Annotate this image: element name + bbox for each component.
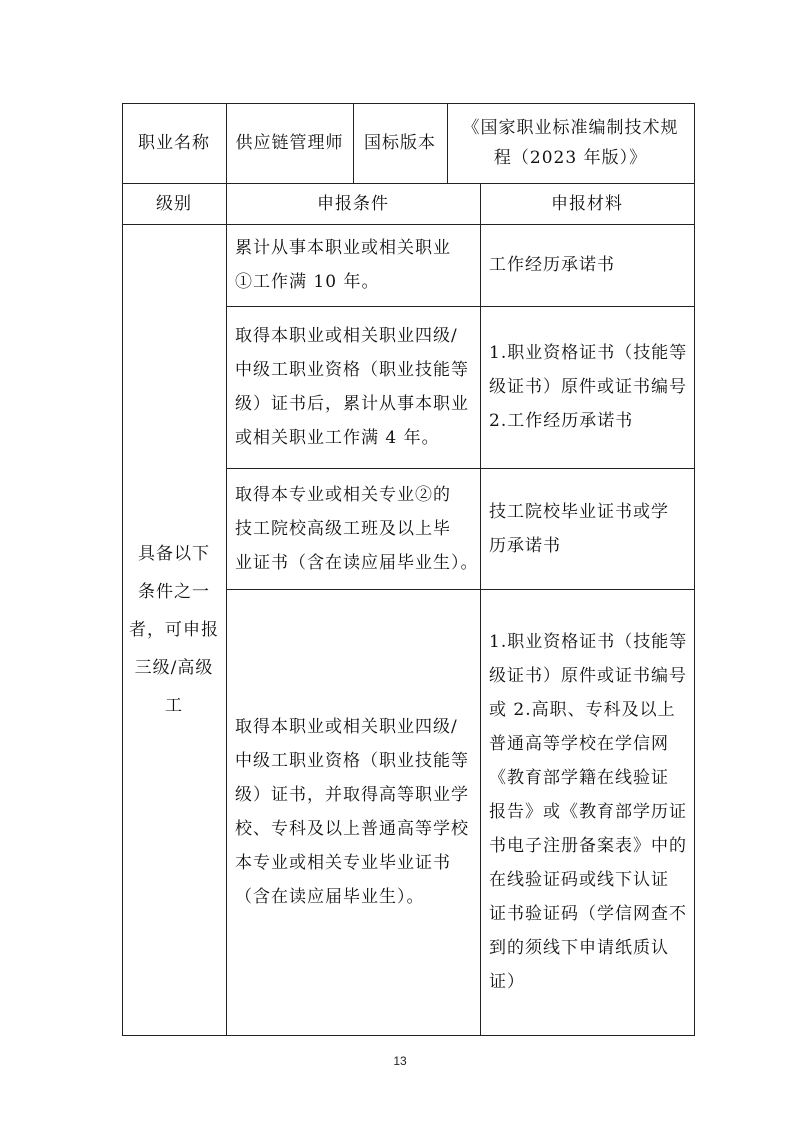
condition-line: ①工作满 10 年。: [235, 272, 380, 292]
material-line: 书电子注册备案表》中的: [489, 836, 687, 856]
column-header-conditions: 申报条件: [317, 193, 389, 214]
condition-line: 取得本专业或相关专业②的: [235, 484, 451, 505]
condition-line: 本专业或相关专业毕业证书: [235, 853, 451, 873]
material-line: 2.工作经历承诺书: [489, 411, 634, 431]
material-line: 1.职业资格证书（技能等: [489, 343, 688, 363]
condition-cell: [226, 224, 480, 306]
version-value-line: 《国家职业标准编制技术规: [462, 118, 679, 138]
material-line: 证）: [489, 972, 525, 992]
material-line: 证书验证码（学信网查不: [489, 904, 687, 924]
condition-line: 累计从事本职业或相关职业: [235, 238, 451, 258]
requirements-table: [122, 103, 694, 1035]
material-line: 在线验证码或线下认证: [489, 870, 669, 890]
occupation-value: 供应链管理师: [235, 133, 344, 153]
level-line: 条件之一: [138, 581, 210, 602]
material-line: 历承诺书: [489, 535, 561, 556]
condition-line: 技工院校高级工班及以上毕: [235, 518, 451, 539]
condition-line: （含在读应届毕业生）。: [235, 887, 425, 907]
condition-line: 业证书（含在读应届毕业生）。: [235, 552, 479, 573]
page-number: 13: [393, 1054, 407, 1068]
condition-line: 级）证书后，累计从事本职业: [235, 394, 469, 414]
level-line: 三级/高级: [134, 657, 214, 678]
version-value-line: 程（2023 年版）》: [493, 148, 648, 168]
material-line: 到的须线下申请纸质认: [489, 938, 669, 958]
material-line: 《教育部学籍在线验证: [489, 768, 669, 788]
level-line: 者，可申报: [129, 619, 219, 640]
level-line: 工: [165, 695, 183, 716]
material-line: 或 2.高职、专科及以上: [489, 700, 676, 720]
condition-line: 中级工职业资格（职业技能等: [235, 360, 469, 380]
condition-line: 中级工职业资格（职业技能等: [235, 751, 469, 771]
occupation-label-cell: [122, 103, 226, 183]
material-line: 报告》或《教育部学历证: [489, 802, 687, 822]
column-header-materials: 申报材料: [551, 193, 623, 214]
material-cell: [480, 589, 694, 1035]
condition-line: 级）证书，并取得高等职业学: [235, 785, 469, 805]
condition-cell: [226, 468, 480, 589]
version-value-cell: [447, 103, 694, 183]
material-cell: [480, 224, 694, 306]
version-label-cell: [353, 103, 447, 183]
condition-cell: [226, 306, 480, 468]
material-line: 级证书）原件或证书编号: [489, 666, 687, 686]
condition-cell: [226, 589, 480, 1035]
material-line: 工作经历承诺书: [489, 255, 615, 275]
condition-line: 或相关职业工作满 4 年。: [235, 428, 440, 448]
condition-line: 校、专科及以上普通高等学校: [235, 819, 469, 839]
material-line: 1.职业资格证书（技能等: [489, 632, 688, 652]
condition-line: 取得本职业或相关职业四级/: [235, 717, 458, 737]
condition-line: 取得本职业或相关职业四级/: [235, 326, 458, 346]
table-border-right: [694, 103, 695, 1036]
occupation-value-cell: [226, 103, 353, 183]
level-cell: [122, 224, 226, 1035]
table-border-bottom: [122, 1035, 695, 1036]
occupation-label: 职业名称: [138, 133, 210, 153]
material-cell: [480, 306, 694, 468]
version-label: 国标版本: [364, 133, 436, 153]
material-cell: [480, 468, 694, 589]
level-line: 具备以下: [138, 543, 210, 564]
material-line: 普通高等学校在学信网: [489, 734, 669, 754]
material-line: 级证书）原件或证书编号: [489, 377, 687, 397]
column-header-level: 级别: [156, 193, 192, 214]
material-line: 技工院校毕业证书或学: [489, 501, 669, 522]
